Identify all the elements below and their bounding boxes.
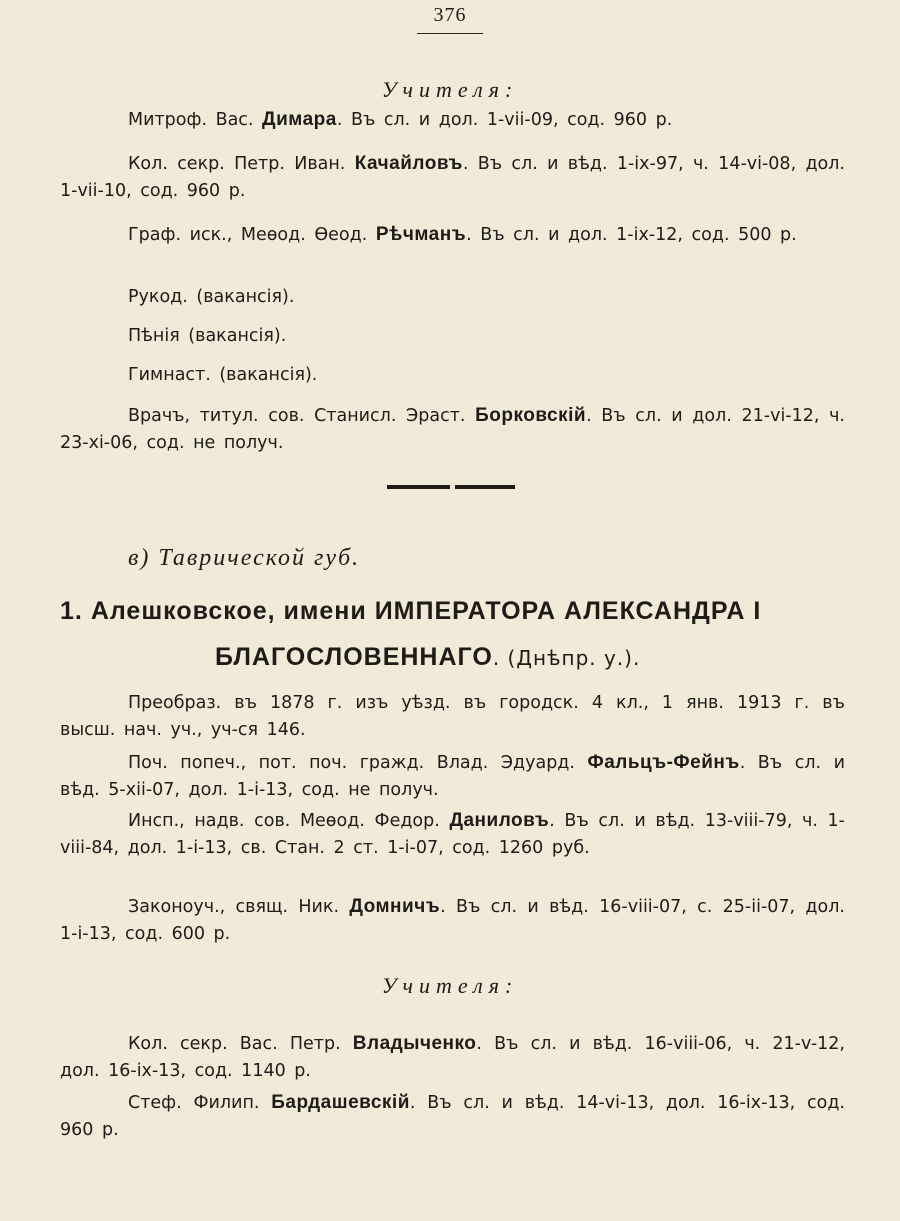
entry-paragraph: Граф. иск., Меѳод. Ѳеод. Рѣчманъ. Въ сл. и дол. 1-ix-12, сод. 500 р.	[128, 224, 797, 245]
entry-paragraph: Законоуч., свящ. Ник. Домничъ. Въ сл. и вѣд. 16-viii-07, с. 25-ii-07, дол. 1-i-13, сод. 600 р.	[60, 896, 845, 944]
section-divider-right	[455, 485, 515, 489]
entry-paragraph: Пѣнія (вакансія).	[128, 326, 287, 346]
school-name-part2: БЛАГОСЛОВЕННАГО	[215, 643, 493, 671]
entry-paragraph: Кол. секр. Вас. Петр. Владыченко. Въ сл. и вѣд. 16-viii-06, ч. 21-v-12, дол. 16-ix-13, сод. 1140 р.	[60, 1033, 845, 1081]
section-divider-left	[387, 485, 450, 489]
page-number-rule	[417, 33, 483, 34]
entry-paragraph: Рукод. (вакансія).	[128, 287, 295, 307]
province-subheading: в) Таврической губ.	[128, 545, 361, 571]
person-name: Рѣчманъ	[375, 224, 467, 245]
person-name: Качайловъ	[354, 153, 463, 174]
entry-paragraph: Митроф. Вас. Димара. Въ сл. и дол. 1-vii-09, сод. 960 р.	[128, 109, 673, 130]
person-name: Владыченко	[352, 1033, 477, 1054]
person-name: Фальцъ-Фейнъ	[587, 752, 740, 773]
teachers-heading: Учителя:	[381, 973, 519, 998]
page-number: 376	[433, 4, 467, 26]
person-name: Домничъ	[349, 896, 441, 917]
entry-paragraph: Инсп., надв. сов. Меѳод. Федор. Даниловъ. Въ сл. и вѣд. 13-viii-79, ч. 1-viii-84, дол. 1-i-13, св. Стан. 2 ст. 1-i-07, сод. 1260 руб.	[60, 810, 846, 858]
person-name: Борковскій	[475, 405, 587, 426]
person-name: Димара	[262, 109, 337, 130]
teachers-heading: Учителя:	[381, 77, 519, 102]
entry-paragraph: Кол. секр. Петр. Иван. Качайловъ. Въ сл. и вѣд. 1-ix-97, ч. 14-vi-08, дол. 1-vii-10, сод. 960 р.	[60, 153, 845, 201]
school-number: 1.	[60, 597, 83, 625]
entry-paragraph: Преобраз. въ 1878 г. изъ уѣзд. въ городск. 4 кл., 1 янв. 1913 г. въ высш. нач. уч., уч-ся 146.	[60, 693, 845, 740]
school-heading	[60, 588, 850, 681]
entry-paragraph: Стеф. Филип. Бардашевскій. Въ сл. и вѣд. 14-vi-13, дол. 16-ix-13, сод. 960 р.	[60, 1092, 845, 1140]
school-name-part1: Алешковское, имени ИМПЕРАТОРА АЛЕКСАНДРА I	[90, 597, 762, 625]
school-district: . (Днѣпр. у.).	[492, 646, 641, 670]
entry-paragraph: Врачъ, титул. сов. Станисл. Эраст. Борковскій. Въ сл. и дол. 21-vi-12, ч. 23-xi-06, сод. не получ.	[60, 405, 845, 453]
person-name: Даниловъ	[449, 810, 550, 831]
person-name: Бардашевскій	[271, 1092, 410, 1113]
entry-paragraph: Гимнаст. (вакансія).	[128, 365, 318, 385]
entry-paragraph: Поч. попеч., пот. поч. гражд. Влад. Эдуард. Фальцъ-Фейнъ. Въ сл. и вѣд. 5-xii-07, дол. 1-i-13, сод. не получ.	[60, 752, 845, 800]
